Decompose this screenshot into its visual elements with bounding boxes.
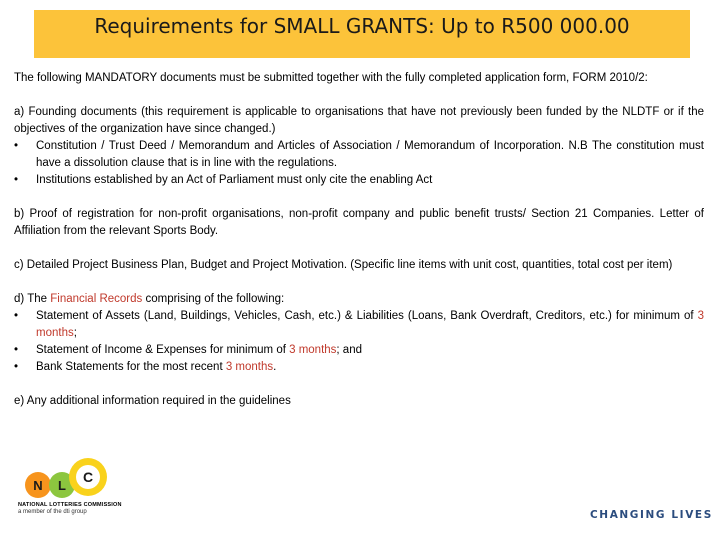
section-d-prefix: d) The [14,293,51,305]
section-d-text [14,291,704,308]
months-highlight: 3 months [289,344,337,356]
logo-letter-n: N [33,478,43,493]
section-a-bullet-text: Constitution / Trust Deed / Memorandum and Articles of Association / Memorandum of Incorporation. N.B The constitution must have a dissolution clause that is in line with the regulations. [36,140,704,169]
tagline: CHANGING LIVES [590,509,713,521]
bullet-marker: • [14,140,19,152]
section-a-text: a) Founding documents (this requirement is applicable to organisations that have not previously been funded by the NLDTF or if the objectives of the organization have since changed.) [14,106,704,135]
logo-subtitle: a member of the dti group [18,509,87,515]
section-d-bullet-text [36,359,704,376]
page-title: Requirements for SMALL GRANTS: Up to R500 000.00 [94,14,630,38]
section-c-text: c) Detailed Project Business Plan, Budget and Project Motivation. (Specific line items with unit cost, quantities, total cost per item) [14,259,673,271]
financial-records-highlight: Financial Records [50,293,143,305]
logo-letter-l: L [58,478,66,493]
months-highlight: 3 months [225,361,274,373]
section-e-text: e) Any additional information required in the guidelines [14,395,291,407]
section-d-bullet-text [36,342,704,359]
title-bar [34,10,690,58]
nlc-logo-mark [18,455,110,501]
content [14,70,704,410]
section-d-bullet [14,308,704,342]
section-a-bullet [14,138,704,172]
intro-paragraph: The following MANDATORY documents must be submitted together with the fully completed application form, FORM 2010/2: [14,72,648,84]
logo-name: NATIONAL LOTTERIES COMMISSION [18,502,122,508]
section-a-bullet-text: Institutions established by an Act of Parliament must only cite the enabling Act [36,174,433,186]
section-d-bullet [14,342,704,359]
bullet-text-after: . [273,361,277,373]
bullet-marker: • [14,344,19,356]
bullet-text-after: ; and [336,344,362,356]
section-d-bullet [14,359,704,376]
bullet-marker: • [14,361,19,373]
bullet-marker: • [14,174,19,186]
bullet-marker: • [14,310,19,322]
section-a-bullet [14,172,704,189]
bullet-text-after: ; [73,327,77,339]
bullet-text-before: Statement of Assets (Land, Buildings, Vehicles, Cash, etc.) & Liabilities (Loans, Bank Overdraft, Creditors, etc.) for minimum of [36,310,698,322]
bullet-text-before: Statement of Income & Expenses for minimum of [36,344,290,356]
section-d-suffix: comprising of the following: [142,293,285,305]
nlc-logo [18,455,122,527]
months-highlight: 3 months [36,310,704,339]
logo-letter-c: C [82,469,94,485]
section-d-bullet-text [36,308,704,342]
bullet-text-before: Bank Statements for the most recent [36,361,226,373]
section-b-text: b) Proof of registration for non-profit organisations, non-profit company and public benefit trusts/ Section 21 Companies. Letter of Affiliation from the relevant Sports Body. [14,208,704,237]
